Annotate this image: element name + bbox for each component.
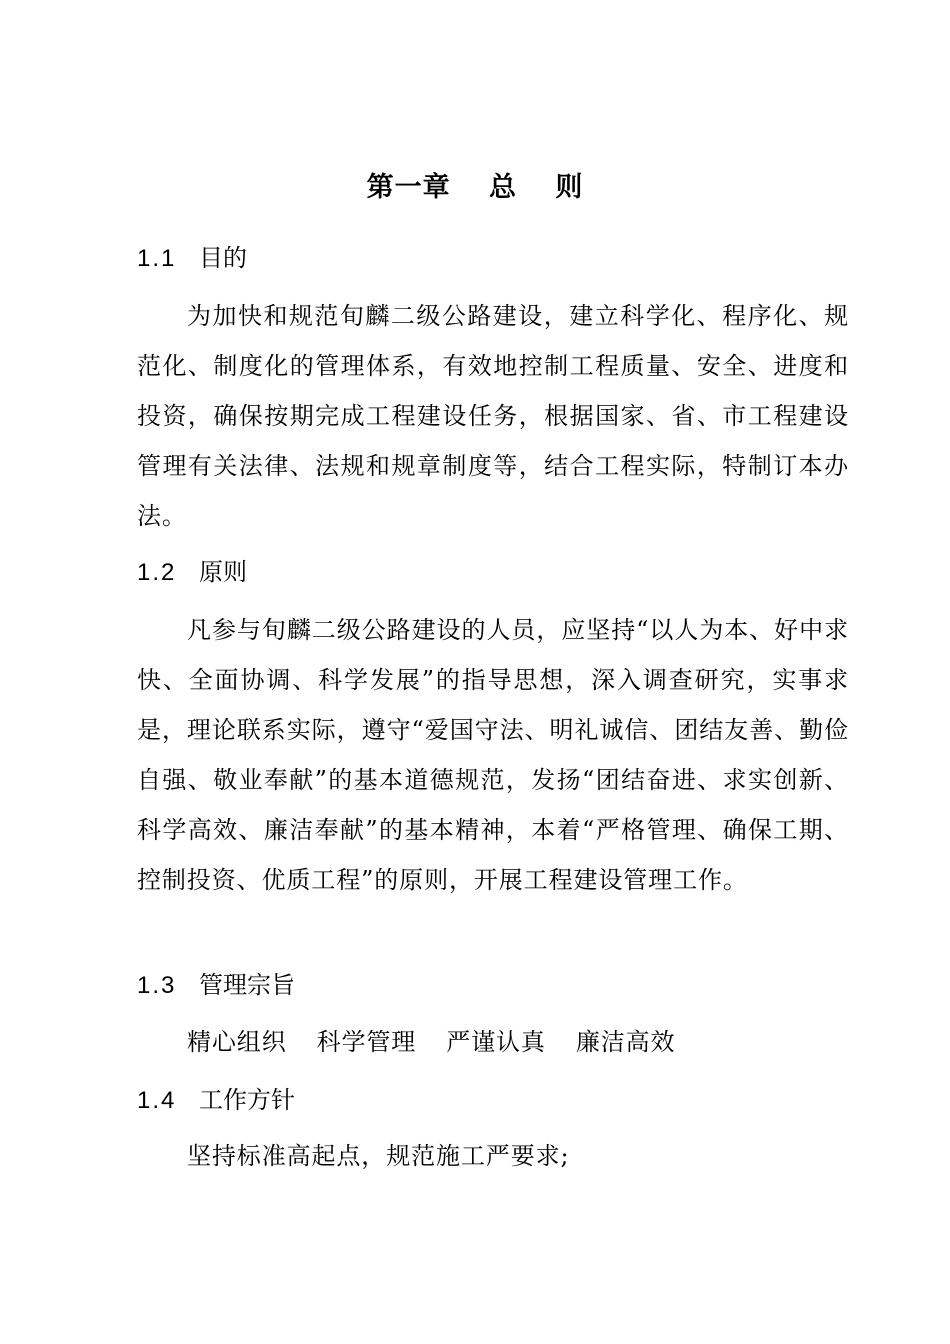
chapter-title: 第一章 总 则 [366, 172, 584, 203]
section-number: 1.2 [137, 559, 177, 586]
motto-item: 严谨认真 [446, 1028, 546, 1056]
motto-item: 廉洁高效 [575, 1028, 676, 1056]
section-heading-1-3 [137, 969, 295, 1002]
section-paragraph-1-2: 凡参与旬麟二级公路建设的人员，应坚持“以人为本、好中求快、全面协调、科学发展”的指导思想，深入调查研究，实事求是，理论联系实际，遵守“爱国守法、明礼诚信、团结友善、勤俭自强、敬业奉献”的基本道德规范，发扬“团结奋进、求实创新、科学高效、廉洁奉献”的基本精神，本着“严格管理、确保工期、控制投资、优质工程”的原则，开展工程建设管理工作。 [137, 616, 849, 894]
motto-item: 科学管理 [316, 1028, 417, 1056]
section-title: 管理宗旨 [199, 971, 295, 999]
motto-item: 精心组织 [187, 1028, 287, 1056]
management-motto [187, 1026, 705, 1058]
section-paragraph-1-1: 为加快和规范旬麟二级公路建设，建立科学化、程序化、规范化、制度化的管理体系，有效地控制工程质量、安全、进度和投资，确保按期完成工程建设任务，根据国家、省、市工程建设管理有关法律、法规和规章制度等，结合工程实际，特制订本办法。 [137, 302, 849, 530]
section-title: 原则 [199, 558, 247, 586]
section-number: 1.4 [137, 1087, 177, 1114]
section-heading-1-2 [137, 556, 247, 589]
section-number: 1.1 [137, 245, 177, 272]
section-title: 工作方针 [199, 1086, 295, 1114]
section-heading-1-4 [137, 1084, 295, 1117]
section-title: 目的 [199, 244, 247, 272]
section-number: 1.3 [137, 972, 177, 999]
section-paragraph-1-4: 坚持标准高起点，规范施工严要求; [187, 1142, 570, 1170]
section-heading-1-1 [137, 242, 247, 275]
